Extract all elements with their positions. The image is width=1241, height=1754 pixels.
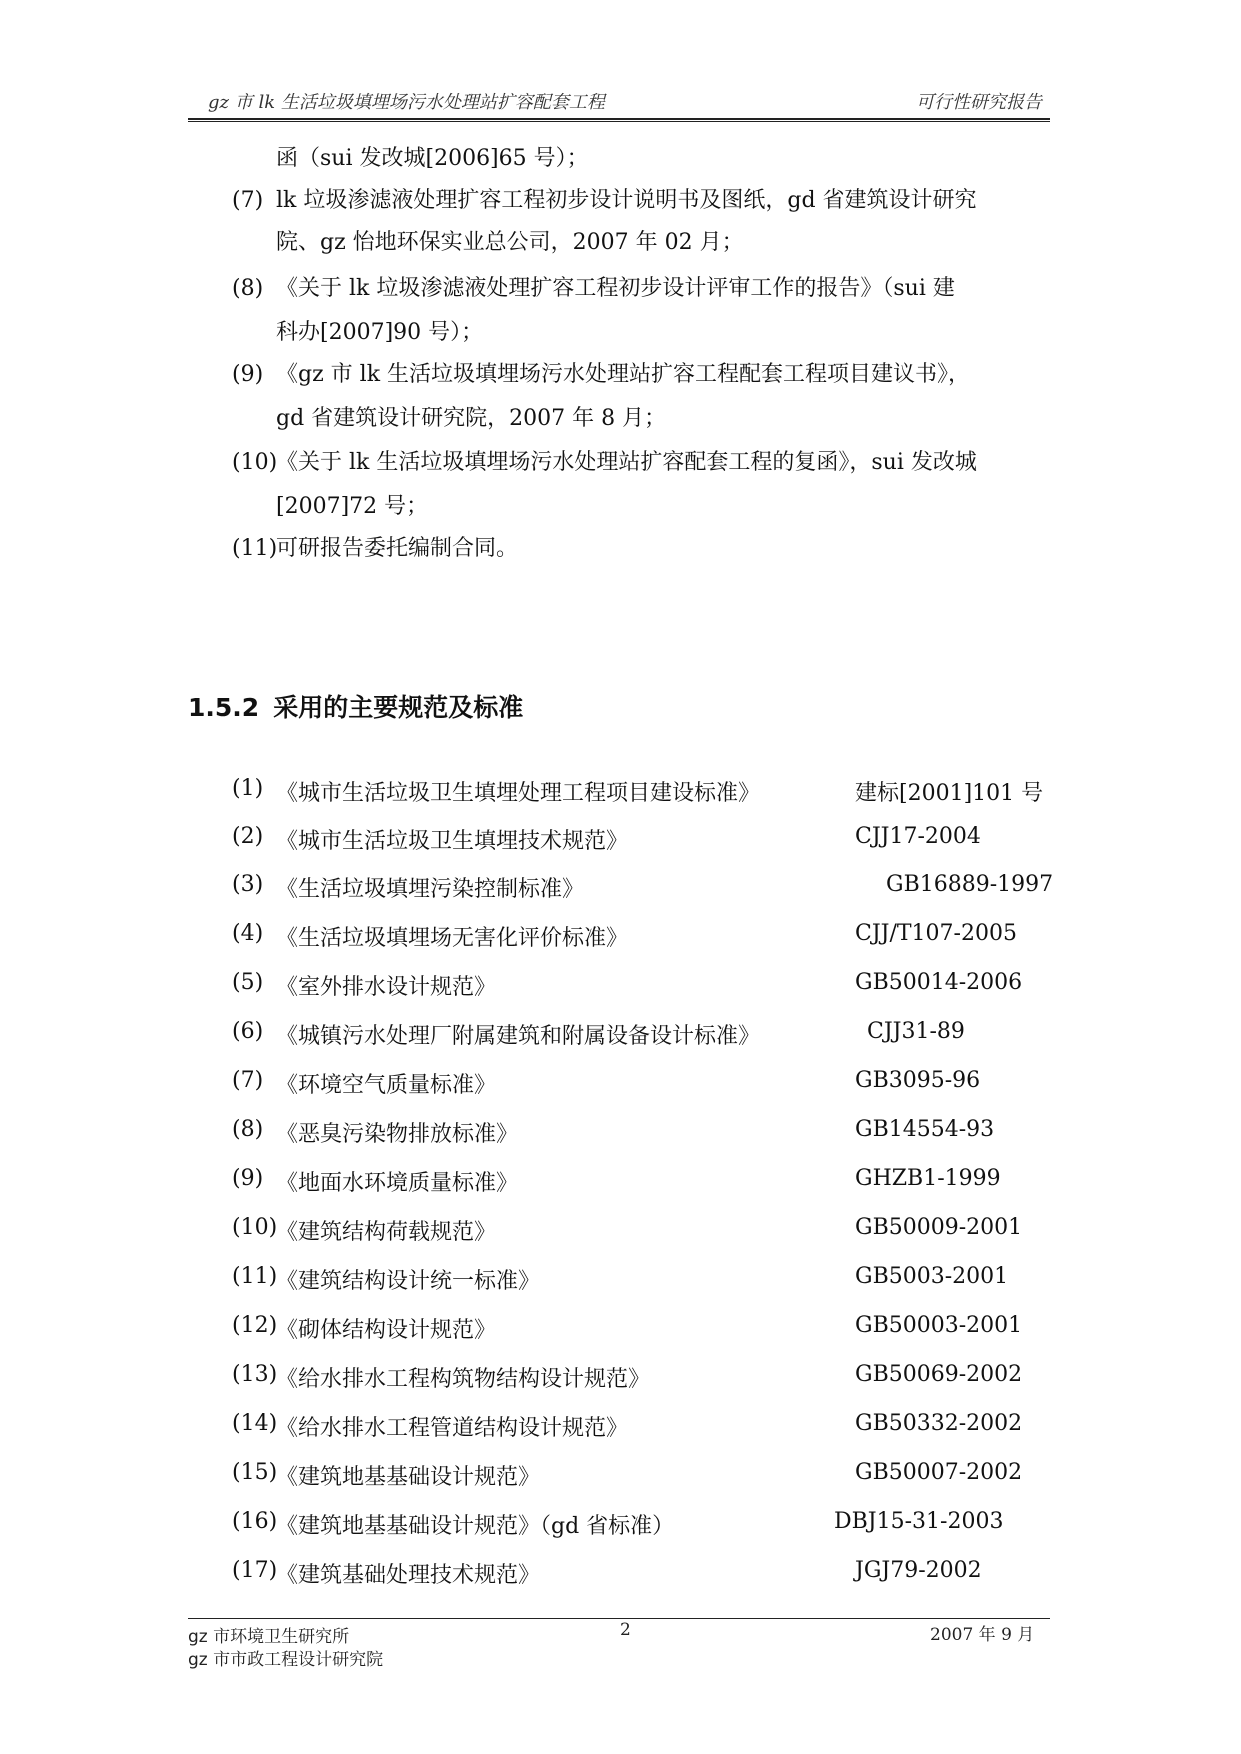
standard-title: 《恶臭污染物排放标准》 bbox=[276, 1122, 519, 1147]
ref-number: (7) bbox=[232, 188, 264, 213]
standard-number: (17) bbox=[232, 1558, 278, 1583]
standard-code: JGJ79-2002 bbox=[855, 1558, 982, 1583]
ref-line: 《关于 lk 生活垃圾填埋场污水处理站扩容配套工程的复函》，sui 发改城 bbox=[276, 450, 977, 475]
section-number: 1.5.2 bbox=[188, 693, 260, 722]
ref-line: 可研报告委托编制合同。 bbox=[276, 536, 519, 561]
standard-title: 《建筑地基基础设计规范》 bbox=[276, 1465, 541, 1490]
standard-number: (2) bbox=[232, 824, 264, 849]
standard-code: CJJ17-2004 bbox=[855, 824, 981, 849]
section-heading bbox=[188, 688, 523, 724]
standard-number: (9) bbox=[232, 1166, 264, 1191]
standard-title: 《建筑结构设计统一标准》 bbox=[276, 1269, 541, 1294]
standard-number: (8) bbox=[232, 1117, 264, 1142]
footer-date: 2007 年 9 月 bbox=[930, 1625, 1035, 1645]
ref-line: 院、gz 怡地环保实业总公司，2007 年 02 月； bbox=[276, 230, 744, 255]
header-report-type: 可行性研究报告 bbox=[916, 92, 1042, 113]
header-rule bbox=[188, 121, 1050, 122]
ref-line: 《关于 lk 垃圾渗滤液处理扩容工程初步设计评审工作的报告》（sui 建 bbox=[276, 276, 955, 301]
standard-code: GB50332-2002 bbox=[855, 1411, 1023, 1436]
standard-title: 《环境空气质量标准》 bbox=[276, 1073, 497, 1098]
standard-number: (4) bbox=[232, 921, 264, 946]
standard-title: 《室外排水设计规范》 bbox=[276, 975, 497, 1000]
ref-line: 科办[2007]90 号）； bbox=[276, 320, 484, 345]
ref-number: (11) bbox=[232, 536, 278, 561]
standard-number: (13) bbox=[232, 1362, 278, 1387]
standard-number: (10) bbox=[232, 1215, 278, 1240]
standard-code: DBJ15-31-2003 bbox=[834, 1509, 1004, 1534]
standard-code: GB50003-2001 bbox=[855, 1313, 1023, 1338]
header-project-title: gz 市 lk 生活垃圾填埋场污水处理站扩容配套工程 bbox=[208, 92, 605, 113]
ref-line: gd 省建筑设计研究院，2007 年 8 月； bbox=[276, 406, 667, 431]
standard-code: GB16889-1997 bbox=[886, 872, 1054, 897]
standard-number: (16) bbox=[232, 1509, 278, 1534]
standard-title: 《建筑地基基础设计规范》（gd 省标准） bbox=[276, 1514, 675, 1539]
standard-code: CJJ/T107-2005 bbox=[855, 921, 1017, 946]
standard-number: (6) bbox=[232, 1019, 264, 1044]
standard-code: CJJ31-89 bbox=[867, 1019, 965, 1044]
standard-code: GB50007-2002 bbox=[855, 1460, 1023, 1485]
page-number: 2 bbox=[620, 1620, 631, 1640]
standard-code: GHZB1-1999 bbox=[855, 1166, 1001, 1191]
standard-number: (14) bbox=[232, 1411, 278, 1436]
ref-line: 函（sui 发改城[2006]65 号）； bbox=[276, 146, 589, 171]
standard-number: (15) bbox=[232, 1460, 278, 1485]
standard-number: (1) bbox=[232, 776, 264, 801]
standard-title: 《砌体结构设计规范》 bbox=[276, 1318, 497, 1343]
ref-number: (10) bbox=[232, 450, 278, 475]
standard-code: GB50014-2006 bbox=[855, 970, 1023, 995]
standard-code: GB50069-2002 bbox=[855, 1362, 1023, 1387]
standard-title: 《给水排水工程构筑物结构设计规范》 bbox=[276, 1367, 651, 1392]
standard-title: 《生活垃圾填埋污染控制标准》 bbox=[276, 877, 585, 902]
ref-number: (8) bbox=[232, 276, 264, 301]
section-title: 采用的主要规范及标准 bbox=[273, 693, 524, 722]
standard-number: (7) bbox=[232, 1068, 264, 1093]
standard-number: (3) bbox=[232, 872, 264, 897]
standard-code: GB14554-93 bbox=[855, 1117, 995, 1142]
ref-line: lk 垃圾渗滤液处理扩容工程初步设计说明书及图纸，gd 省建筑设计研究 bbox=[276, 188, 977, 213]
standard-number: (11) bbox=[232, 1264, 278, 1289]
standard-number: (12) bbox=[232, 1313, 278, 1338]
footer-rule bbox=[188, 1618, 1050, 1619]
standard-title: 《建筑结构荷载规范》 bbox=[276, 1220, 497, 1245]
page-header bbox=[188, 88, 1050, 120]
standard-code: GB5003-2001 bbox=[855, 1264, 1009, 1289]
standard-title: 《城镇污水处理厂附属建筑和附属设备设计标准》 bbox=[276, 1024, 761, 1049]
standard-title: 《城市生活垃圾卫生填埋处理工程项目建设标准》 bbox=[276, 781, 761, 806]
standard-title: 《给水排水工程管道结构设计规范》 bbox=[276, 1416, 629, 1441]
standard-title: 《地面水环境质量标准》 bbox=[276, 1171, 519, 1196]
standard-number: (5) bbox=[232, 970, 264, 995]
standard-code: 建标[2001]101 号 bbox=[855, 781, 1044, 806]
footer-org-1: gz 市环境卫生研究所 bbox=[188, 1627, 350, 1647]
ref-number: (9) bbox=[232, 362, 264, 387]
standard-code: GB3095-96 bbox=[855, 1068, 981, 1093]
standard-title: 《城市生活垃圾卫生填埋技术规范》 bbox=[276, 829, 629, 854]
footer-org-2: gz 市市政工程设计研究院 bbox=[188, 1650, 384, 1670]
standard-code: GB50009-2001 bbox=[855, 1215, 1023, 1240]
standard-title: 《生活垃圾填埋场无害化评价标准》 bbox=[276, 926, 629, 951]
ref-line: [2007]72 号； bbox=[276, 494, 429, 519]
standard-title: 《建筑基础处理技术规范》 bbox=[276, 1563, 541, 1588]
ref-line: 《gz 市 lk 生活垃圾填埋场污水处理站扩容工程配套工程项目建议书》， bbox=[276, 362, 971, 387]
